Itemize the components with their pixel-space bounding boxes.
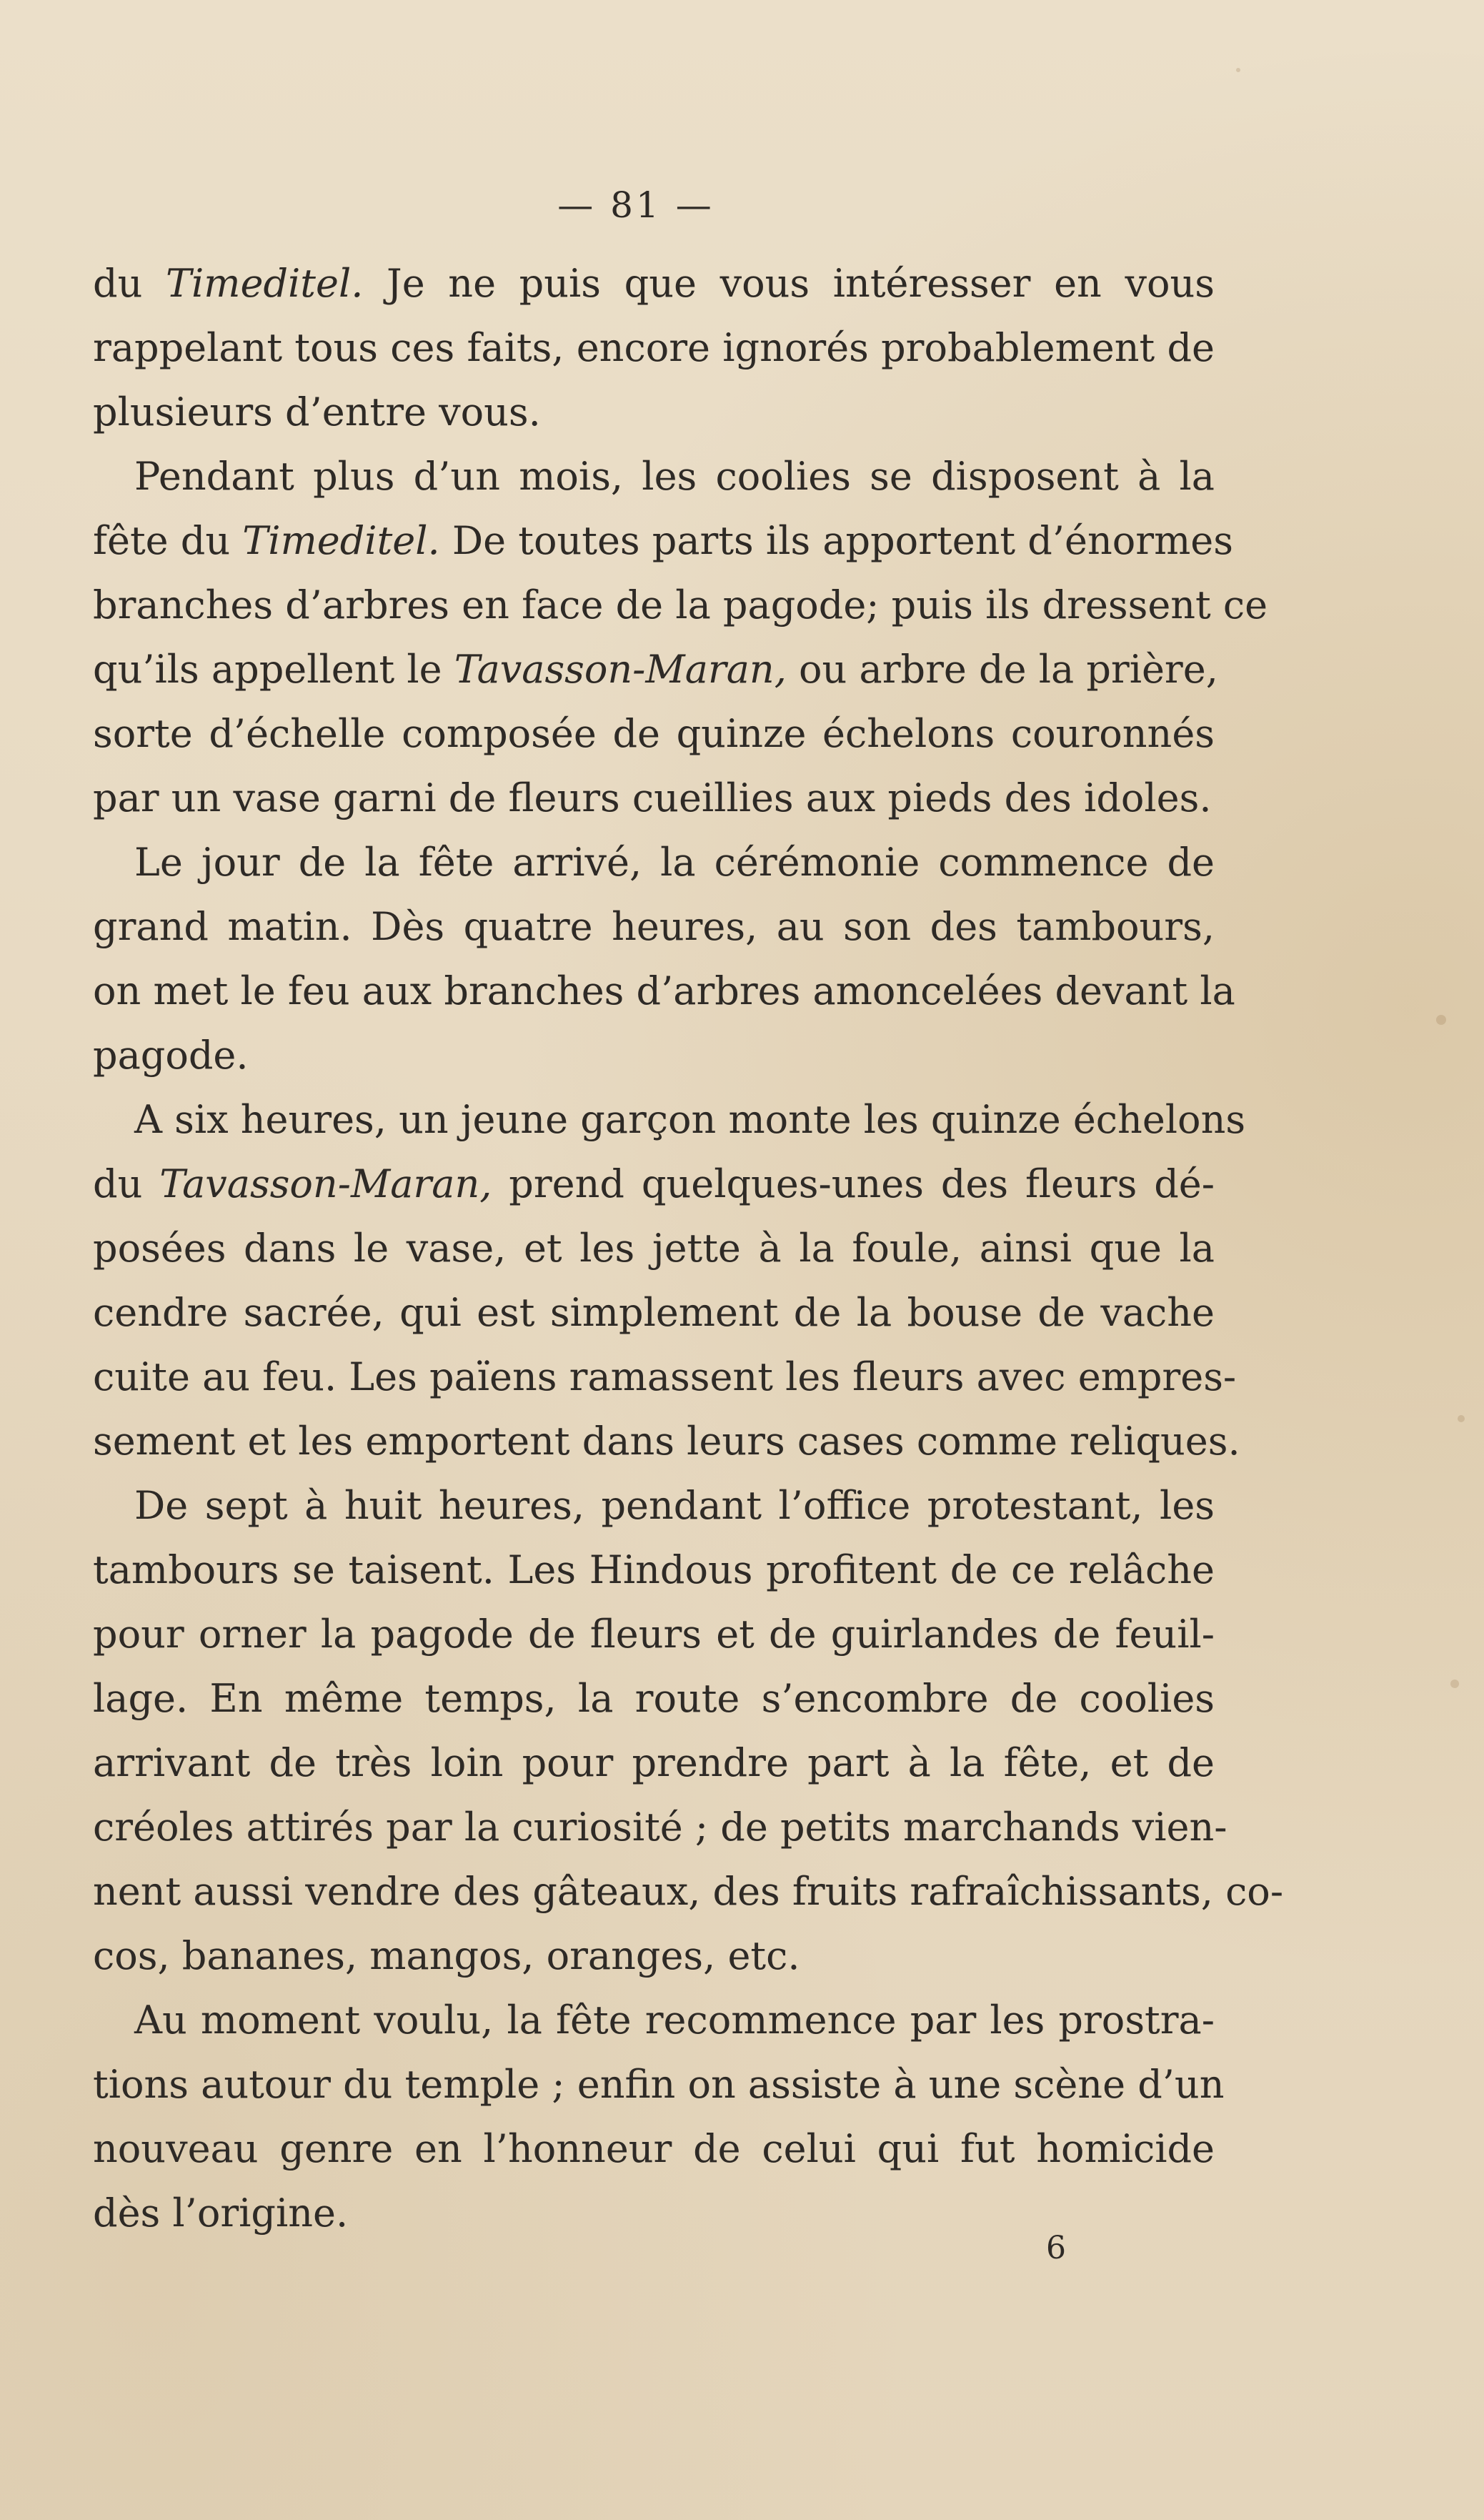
text-line-14: A six heures, un jeune garçon monte les quinze échelons <box>134 1097 1246 1142</box>
text-line-13: pagode. <box>93 1033 249 1078</box>
text-line-28: Au moment voulu, la fête recommence par les prostra- <box>134 1998 1215 2043</box>
text-line-4: Pendant plus d’un mois, les coolies se disposent à la <box>134 454 1215 499</box>
text-line-3: plusieurs d’entre vous. <box>93 390 541 435</box>
text-line-22: pour orner la pagode de fleurs et de guirlandes de feuil- <box>93 1612 1215 1657</box>
signature-mark: 6 <box>1046 2230 1066 2266</box>
text-line-23: lage. En même temps, la route s’encombre de coolies <box>93 1676 1215 1721</box>
paper-blemish <box>1436 1015 1446 1025</box>
text-line-31: dès l’origine. <box>93 2191 349 2236</box>
text-line-16: posées dans le vase, et les jette à la foule, ainsi que la <box>93 1226 1215 1271</box>
text-line-10: Le jour de la fête arrivé, la cérémonie commence de <box>134 840 1215 885</box>
text-line-24: arrivant de très loin pour prendre part à la fête, et de <box>93 1740 1215 1785</box>
text-line-26: nent aussi vendre des gâteaux, des fruits rafraîchissants, co- <box>93 1869 1284 1914</box>
paper-blemish <box>1458 1415 1465 1422</box>
page-number-header: — 81 — <box>557 184 714 226</box>
text-line-20: De sept à huit heures, pendant l’office protestant, les <box>134 1483 1215 1528</box>
text-line-8: sorte d’échelle composée de quinze échelons couronnés <box>93 711 1215 756</box>
body-text <box>93 252 1284 2246</box>
text-line-11: grand matin. Dès quatre heures, au son des tambours, <box>93 904 1215 949</box>
text-line-19: sement et les emportent dans leurs cases comme reliques. <box>93 1419 1240 1464</box>
text-line-21: tambours se taisent. Les Hindous profitent de ce relâche <box>93 1547 1215 1592</box>
text-line-27: cos, bananes, mangos, oranges, etc. <box>93 1933 800 1978</box>
paper-blemish <box>1236 68 1240 72</box>
text-line-9: par un vase garni de fleurs cueillies aux pieds des idoles. <box>93 775 1212 820</box>
text-line-2: rappelant tous ces faits, encore ignorés probablement de <box>93 325 1215 370</box>
text-line-25: créoles attirés par la curiosité ; de petits marchands vien- <box>93 1805 1227 1850</box>
text-line-1: du Timeditel. Je ne puis que vous intéresser en vous <box>93 261 1215 306</box>
text-line-12: on met le feu aux branches d’arbres amoncelées devant la <box>93 968 1235 1013</box>
paper-blemish <box>1450 1680 1459 1688</box>
text-line-30: nouveau genre en l’honneur de celui qui fut homicide <box>93 2126 1215 2171</box>
text-line-18: cuite au feu. Les païens ramassent les fleurs avec empres- <box>93 1354 1237 1399</box>
text-line-7: qu’ils appellent le Tavasson-Maran, ou arbre de la prière, <box>93 647 1218 692</box>
text-line-29: tions autour du temple ; enfin on assiste à une scène d’un <box>93 2062 1225 2107</box>
text-line-17: cendre sacrée, qui est simplement de la bouse de vache <box>93 1290 1215 1335</box>
text-line-5: fête du Timeditel. De toutes parts ils apportent d’énormes <box>93 518 1233 563</box>
text-line-15: du Tavasson-Maran, prend quelques-unes des fleurs dé- <box>93 1161 1215 1206</box>
text-line-6: branches d’arbres en face de la pagode; puis ils dressent ce <box>93 582 1268 627</box>
